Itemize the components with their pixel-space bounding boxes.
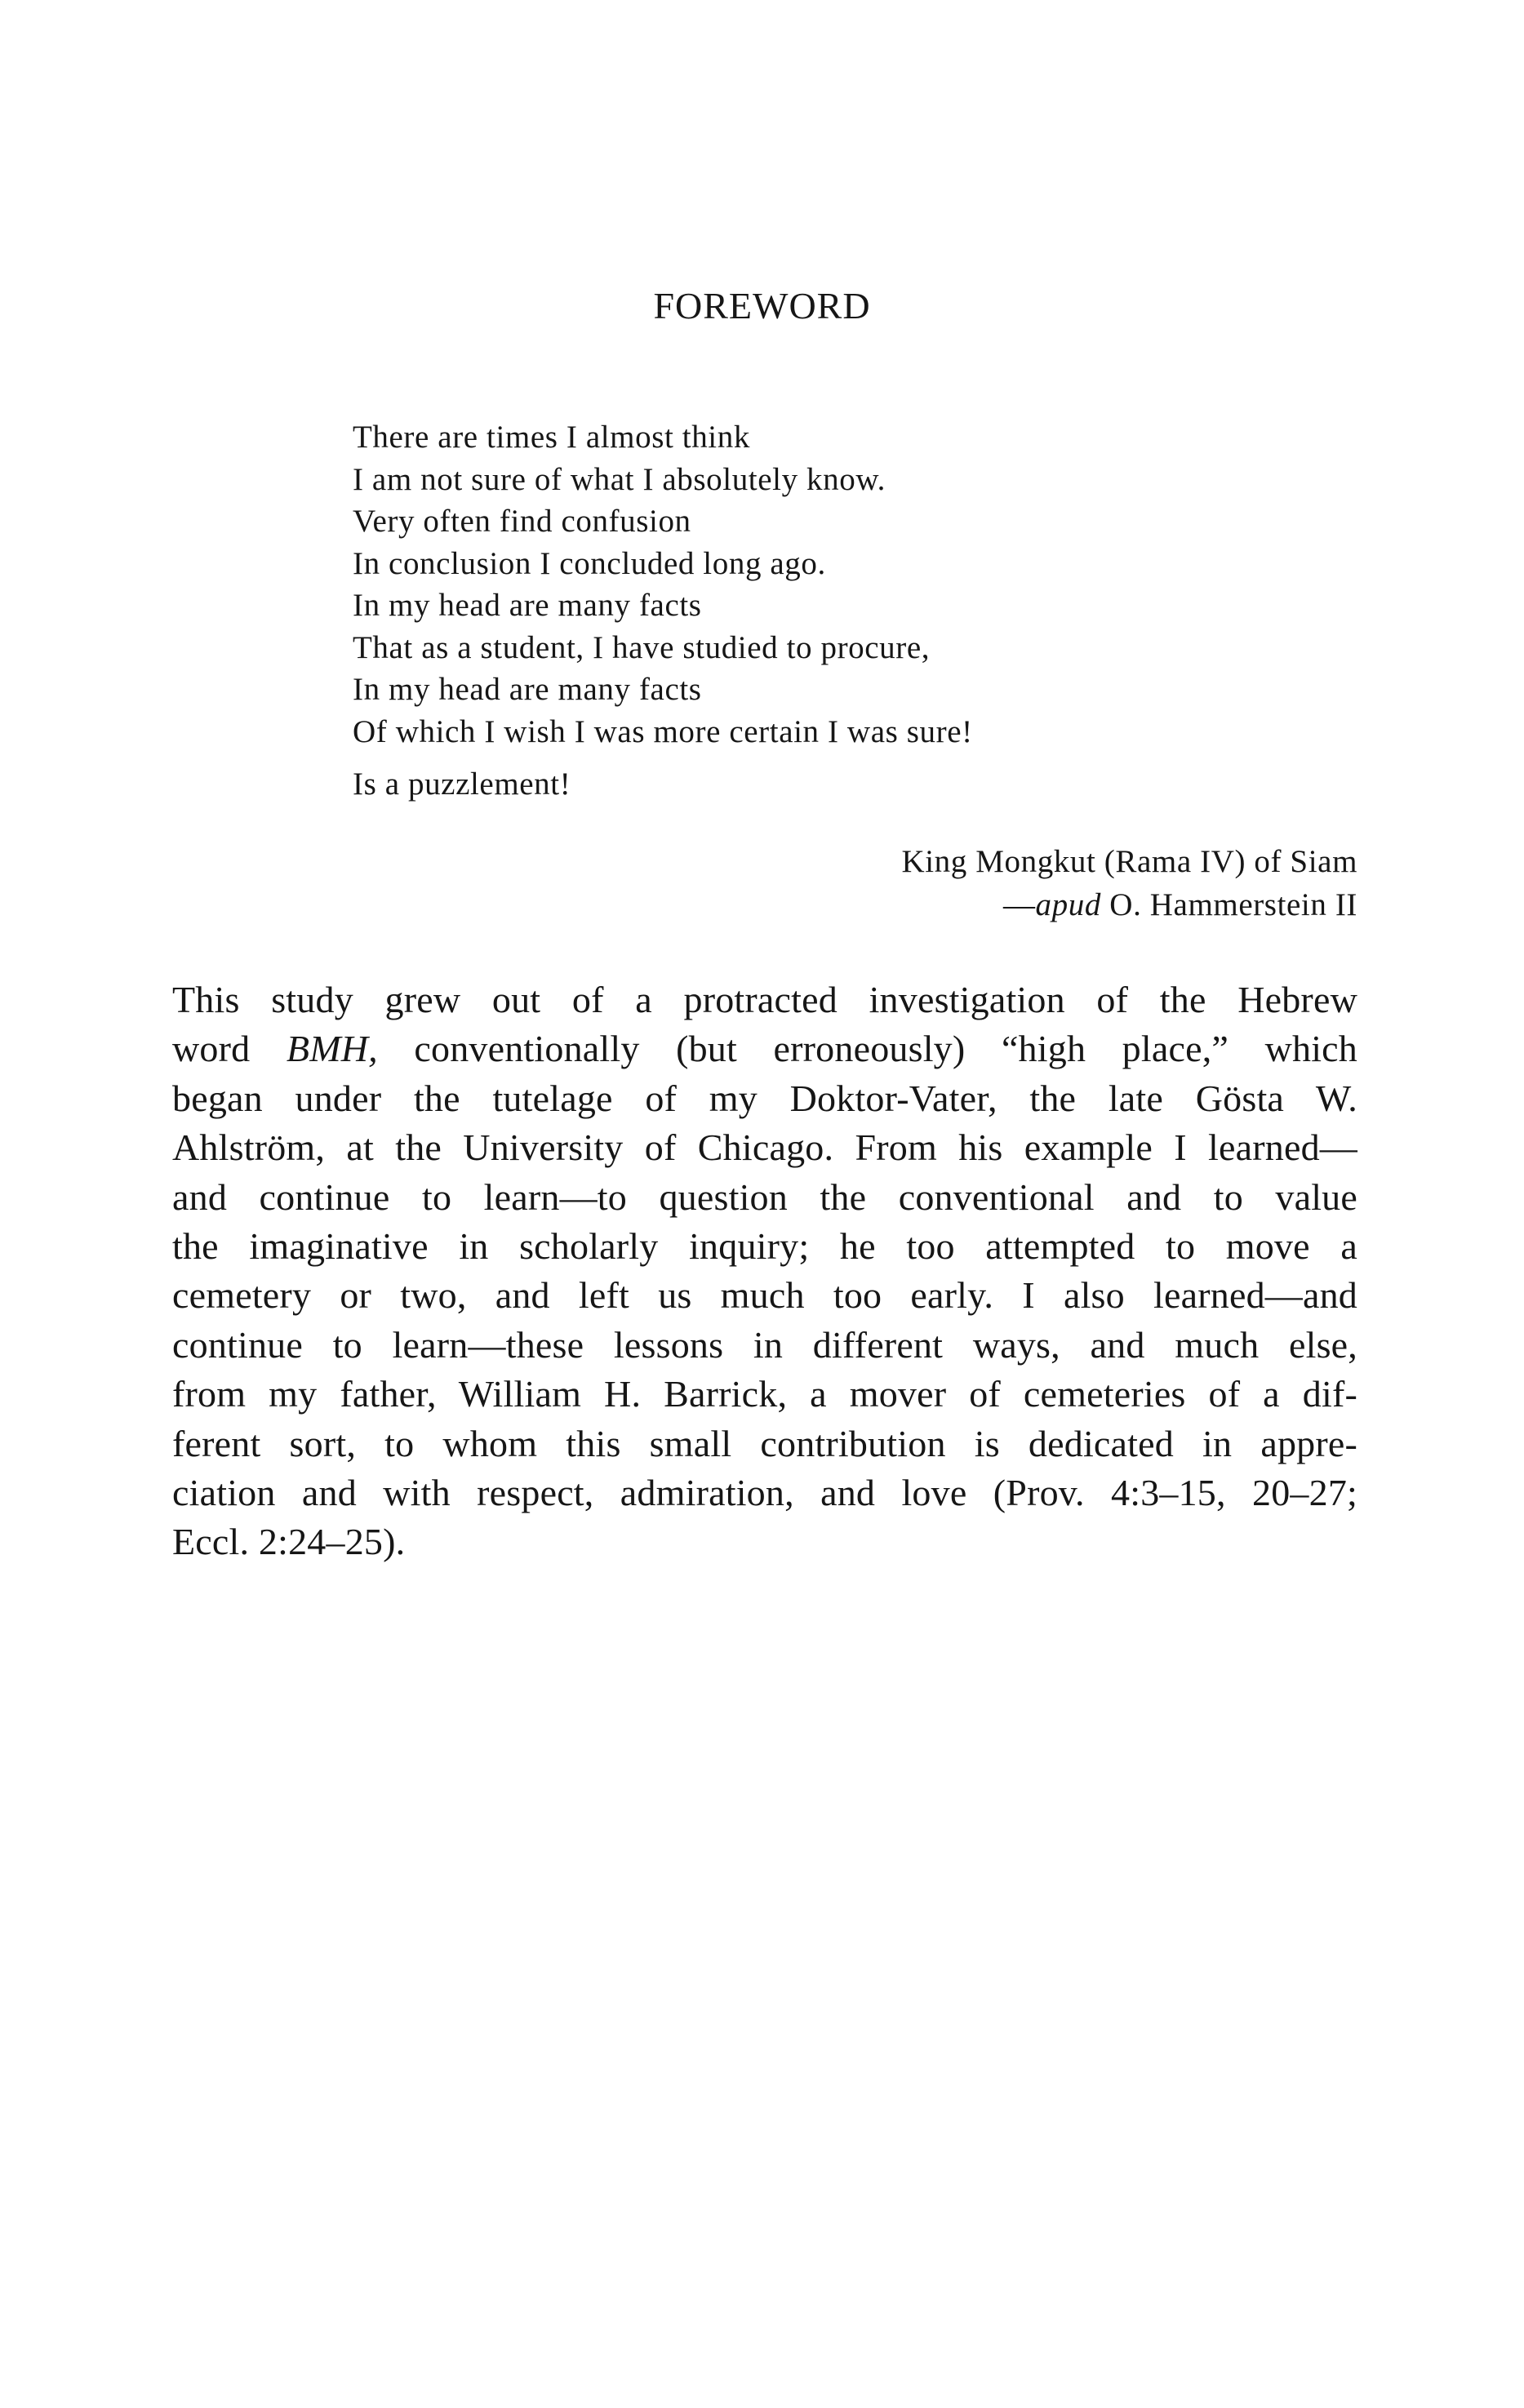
poem-line: I am not sure of what I absolutely know.	[353, 461, 886, 497]
foreword-paragraph	[172, 975, 1357, 1567]
paragraph-line: cemetery or two, and left us much too early. I also learned—and	[172, 1274, 1357, 1317]
attribution-author: King Mongkut (Rama IV) of Siam	[901, 844, 1357, 879]
epigraph-attribution	[901, 840, 1357, 926]
paragraph-line: Ahlström, at the University of Chicago. From his example I learned—	[172, 1126, 1357, 1169]
hebrew-term: BMH,	[286, 1028, 378, 1070]
poem-line: Of which I wish I was more certain I was sure!	[353, 713, 973, 749]
paragraph-line: ferent sort, to whom this small contribution is dedicated in appre-	[172, 1422, 1357, 1464]
paragraph-text: word	[172, 1028, 287, 1070]
paragraph-line: and continue to learn—to question the conventional and to value	[172, 1175, 1357, 1218]
paragraph-line: This study grew out of a protracted investigation of the Hebrew	[172, 979, 1357, 1020]
poem-line: Very often find confusion	[353, 504, 691, 539]
epigraph-poem	[353, 416, 1365, 806]
attribution-adapter: O. Hammerstein II	[1100, 887, 1357, 922]
paragraph-line: ciation and with respect, admiration, and love (Prov. 4:3–15, 20–27;	[172, 1472, 1357, 1514]
attribution-dash: —	[1002, 887, 1036, 922]
paragraph-line: from my father, William H. Barrick, a mover of cemeteries of a dif-	[172, 1373, 1357, 1415]
paragraph-line: Eccl. 2:24–25).	[172, 1521, 406, 1563]
paragraph-line	[172, 1024, 1357, 1073]
poem-line: There are times I almost think	[353, 420, 750, 455]
poem-line: In conclusion I concluded long ago.	[353, 545, 826, 581]
paragraph-line: began under the tutelage of my Doktor-Vater, the late Gösta W.	[172, 1077, 1357, 1119]
attribution-source	[901, 883, 1357, 926]
poem-line: In my head are many facts	[353, 588, 702, 623]
paragraph-text: conventionally (but erroneously) “high place,” which	[377, 1028, 1357, 1070]
attribution-apud: apud	[1035, 887, 1101, 922]
poem-line: That as a student, I have studied to procure,	[353, 629, 931, 665]
page-title: FOREWORD	[653, 285, 871, 327]
paragraph-line: the imaginative in scholarly inquiry; he too attempted to move a	[172, 1225, 1357, 1268]
paragraph-line: continue to learn—these lessons in different ways, and much else,	[172, 1323, 1357, 1366]
poem-line: In my head are many facts	[353, 672, 702, 707]
poem-refrain: Is a puzzlement!	[353, 766, 571, 802]
